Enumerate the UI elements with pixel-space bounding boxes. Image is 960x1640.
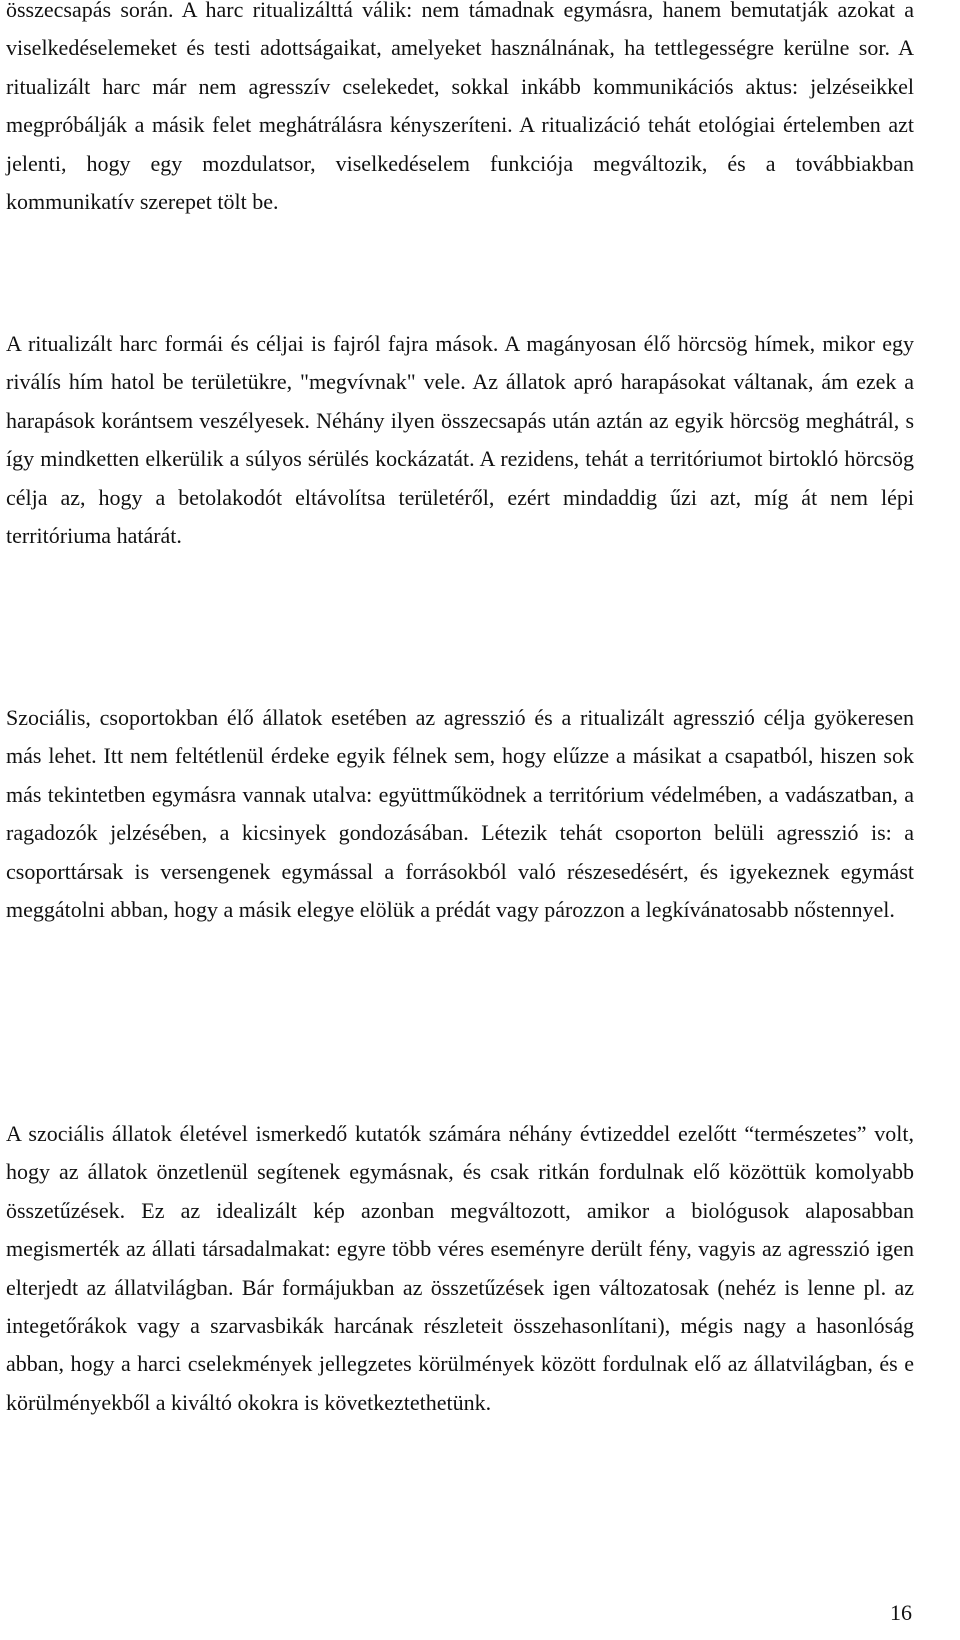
paragraph-4: A szociális állatok életével ismerkedő kutatók számára néhány évtizeddel ezelőtt “természetes” volt, hogy az állatok önzetlenül segítenek egymásnak, és csak ritkán fordulnak elő közöttük komolyabb összetűzések. Ez az idealizált kép azonban megváltozott, amikor a biológusok alaposabban megismerték az állati társadalmakat: egyre több véres eseményre derült fény, vagyis az agresszió igen elterjedt az állatvilágban. Bár formájukban az összetűzések igen változatosak (nehéz is lenne pl. az integetőrákok vagy a szarvasbikák harcának részleteit összehasonlítani), mégis nagy a hasonlóság abban, hogy a harci cselekmények jellegzetes körülmények között fordulnak elő az állatvilágban, és e körülményekből a kiváltó okokra is következtethetünk.	[6, 1121, 914, 1415]
paragraph-3: Szociális, csoportokban élő állatok esetében az agresszió és a ritualizált agresszió célja gyökeresen más lehet. Itt nem feltétlenül érdeke egyik félnek sem, hogy elűzze a másikat a csapatból, hiszen sok más tekintetben egymásra vannak utalva: együttműködnek a territórium védelmében, a vadászatban, a ragadozók jelzésében, a kicsinyek gondozásában. Létezik tehát csoporton belüli agresszió is: a csoporttársak is versengenek egymással a forrásokból való részesedésért, és igyekeznek egymást meggátolni abban, hogy a másik elegye elölük a prédát vagy pározzon a legkívánatosabb nőstennyel.	[6, 705, 914, 923]
paragraph-1: összecsapás során. A harc ritualizálttá válik: nem támadnak egymásra, hanem bemutatják azokat a viselkedéselemeket és testi adottságaikat, amelyeket használnának, ha tettlegességre kerülne sor. A ritualizált harc már nem agresszív cselekedet, sokkal inkább kommunikációs aktus: jelzéseikkel megpróbálják a másik felet meghátrálásra kényszeríteni. A ritualizáció tehát etológiai értelemben azt jelenti, hogy egy mozdulatsor, viselkedéselem funkciója megváltozik, és a továbbiakban kommunikatív szerepet tölt be.	[6, 0, 914, 215]
paragraph-2: A ritualizált harc formái és céljai is fajról fajra mások. A magányosan élő hörcsög hímek, mikor egy riválís hím hatol be területükre, "megvívnak" vele. Az állatok apró harapásokat váltanak, ám ezek a harapások korántsem veszélyesek. Néhány ilyen összecsapás után aztán az egyik hörcsög meghátrál, s így mindketten elkerülik a súlyos sérülés kockázatát. A rezidens, tehát a territóriumot birtokló hörcsög célja az, hogy a betolakodót eltávolítsa területéről, ezért mindaddig űzi azt, míg át nem lépi territóriuma határát.	[6, 331, 914, 549]
page-number: 16	[890, 1600, 912, 1625]
